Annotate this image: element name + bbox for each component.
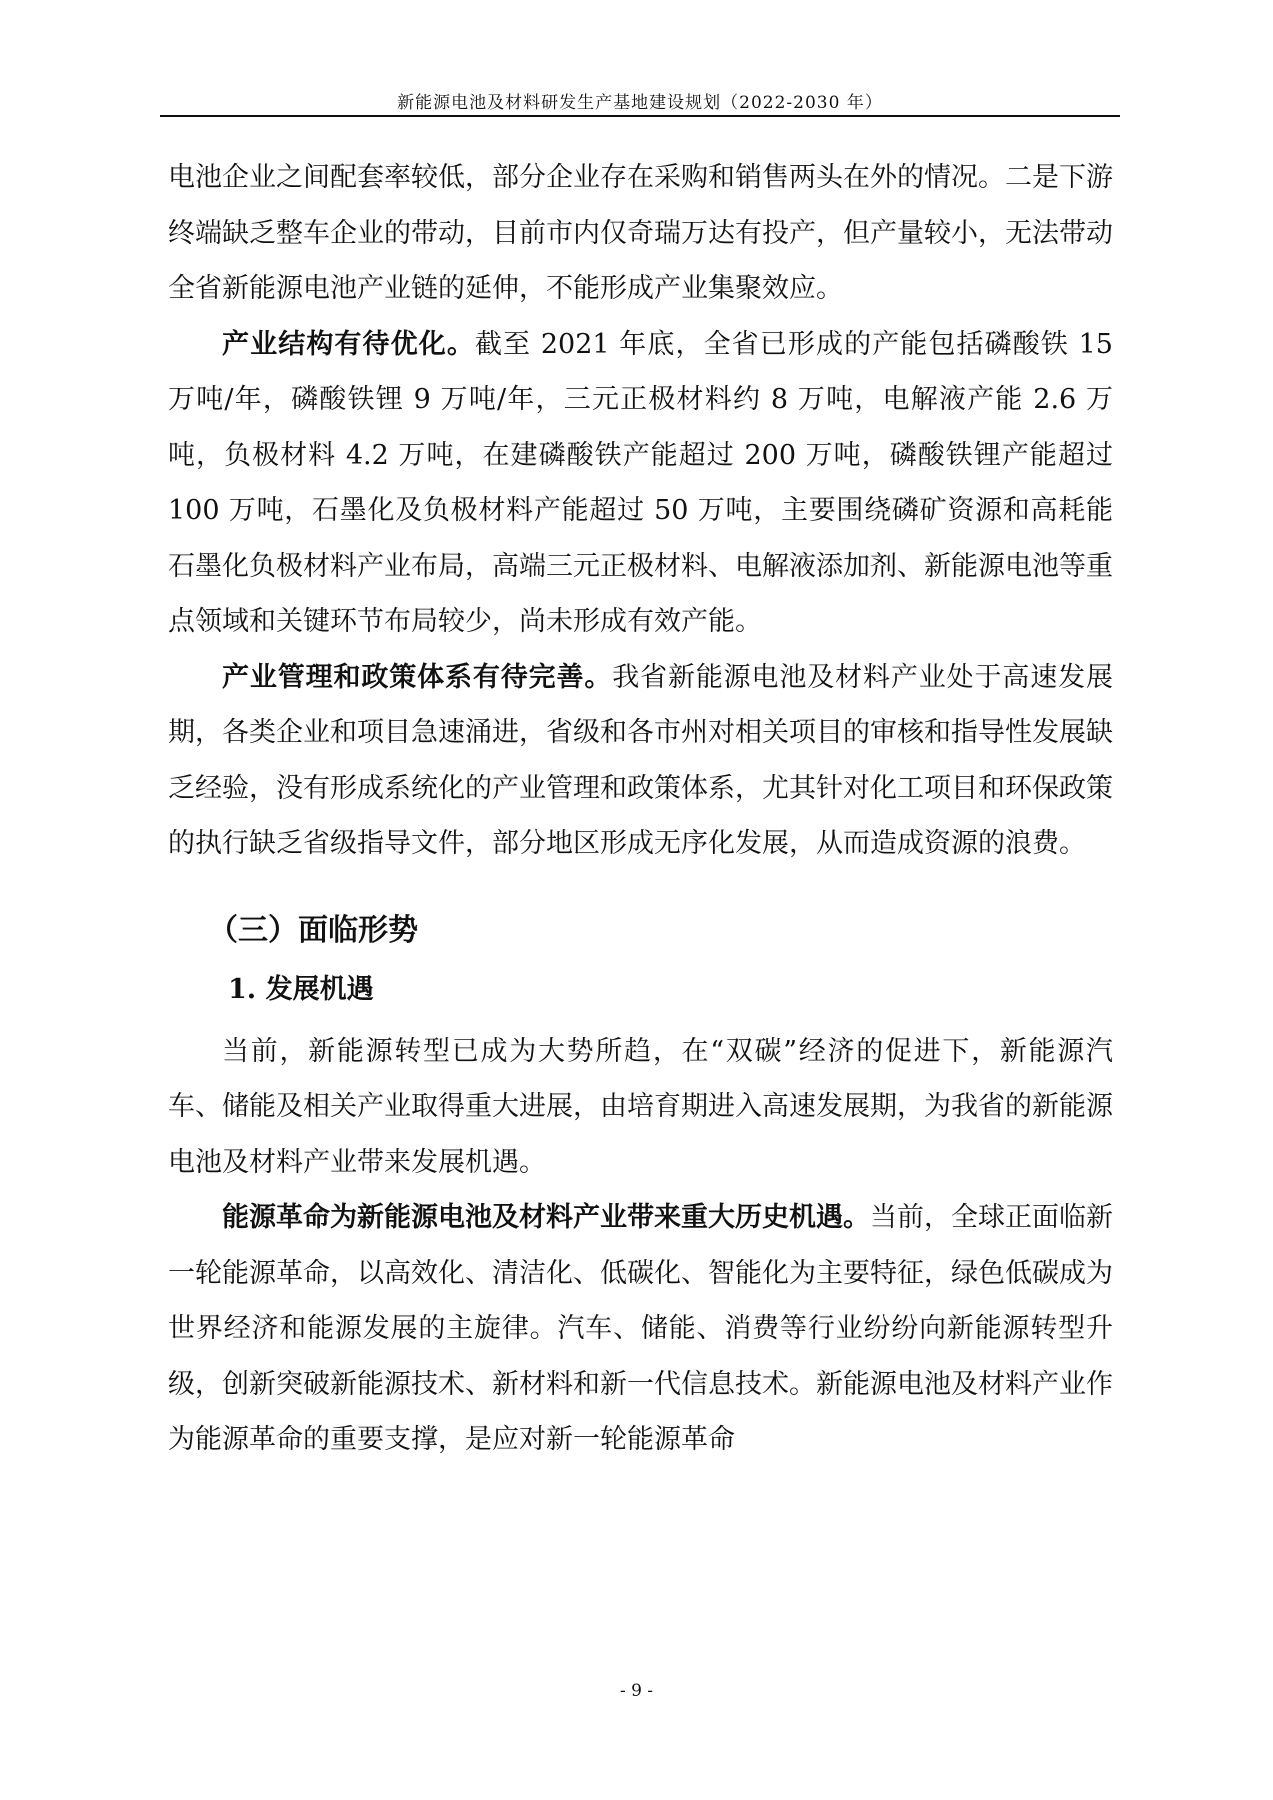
running-header: 新能源电池及材料研发生产基地建设规划（2022-2030 年） [397, 93, 883, 113]
paragraph-text: 截至 2021 年底，全省已形成的产能包括磷酸铁 15 万吨/年，磷酸铁锂 9 万吨/年，三元正极材料约 8 万吨，电解液产能 2.6 万吨，负极材料 4.2 万吨，在建磷酸铁产能超过 200 万吨，磷酸铁锂产能超过 100 万吨，石墨化及负极材料产能超过 50 万吨，主要围绕磷矿资源和高耗能石墨化负极材料产业布局，高端三元正极材料、电解液添加剂、新能源电池等重点领域和关键环节布局较少，尚未形成有效产能。 [168, 328, 1113, 637]
section-heading: （三）面临形势 [208, 912, 418, 948]
paragraph-opportunities-intro: 当前，新能源转型已成为大势所趋，在“双碳”经济的促进下，新能源汽车、储能及相关产业取得重大进展，由培育期进入高速发展期，为我省的新能源电池及材料产业带来发展机遇。 [168, 1035, 1113, 1178]
paragraph-continuation: 电池企业之间配套率较低，部分企业存在采购和销售两头在外的情况。二是下游终端缺乏整车企业的带动，目前市内仅奇瑞万达有投产，但产量较小，无法带动全省新能源电池产业链的延伸，不能形成产业集聚效应。 [168, 162, 1113, 304]
paragraph-lead: 产业管理和政策体系有待完善。 [222, 661, 613, 693]
paragraph-lead: 产业结构有待优化。 [222, 328, 475, 360]
paragraph-industrial-structure [168, 317, 1113, 650]
page-number: - 9 - [619, 1681, 654, 1701]
subsection-heading: 1. 发展机遇 [228, 973, 374, 1005]
paragraph-management-policy [168, 650, 1113, 872]
paragraph-energy-revolution [168, 1190, 1113, 1468]
page-body [168, 150, 1113, 1468]
paragraph-text: 当前，全球正面临新一轮能源革命，以高效化、清洁化、低碳化、智能化为主要特征，绿色低碳成为世界经济和能源发展的主旋律。汽车、储能、消费等行业纷纷向新能源转型升级，创新突破新能源技术、新材料和新一代信息技术。新能源电池及材料产业作为能源革命的重要支撑，是应对新一轮能源革命 [168, 1202, 1113, 1455]
paragraph-lead: 能源革命为新能源电池及材料产业带来重大历史机遇。 [222, 1202, 870, 1233]
header-rule [160, 115, 1120, 117]
paragraph-text: 我省新能源电池及材料产业处于高速发展期，各类企业和项目急速涌进，省级和各市州对相关项目的审核和指导性发展缺乏经验，没有形成系统化的产业管理和政策体系，尤其针对化工项目和环保政策的执行缺乏省级指导文件，部分地区形成无序化发展，从而造成资源的浪费。 [168, 661, 1114, 859]
